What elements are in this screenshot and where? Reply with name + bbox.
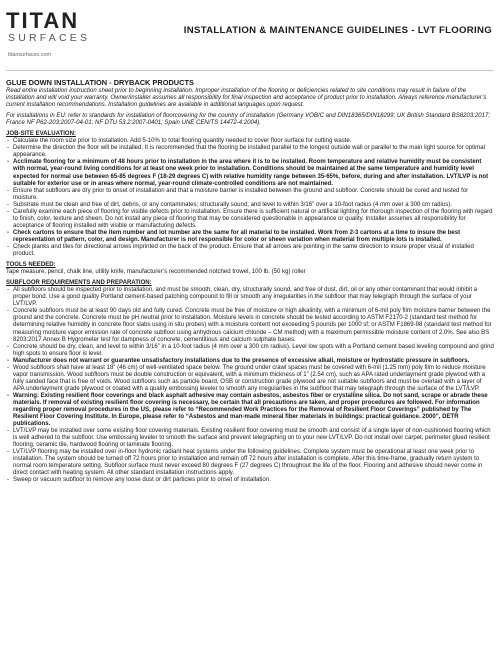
tools-list-text: Tape measure, pencil, chalk line, utility knife, manufacturer’s recommended notched trowel, 100 lb. (50 kg) roller — [6, 269, 306, 276]
section-heading: TOOLS NEEDED: — [6, 262, 56, 269]
section-tools — [6, 262, 494, 276]
list-item: - Sweep or vacuum subfloor to remove any loose dust or dirt particles prior to onset of installation. — [6, 477, 494, 484]
section-job-site — [6, 131, 494, 258]
bullet-list — [6, 138, 494, 258]
bullet-list — [6, 287, 494, 484]
list-item: - Determine the direction the floor will be installed. It is recommended that the flooring be installed parallel to the longest outside wall or parallel to the main light source for optimal appearance. — [6, 145, 494, 159]
list-item: - Concrete subfloors must be at least 90 days old and fully cured. Concrete must be free of moisture or high alkalinity, with a minimum of 6-mil poly film moisture barrier between the ground and the concrete. Concrete must be pH neutral prior to installation. Moisture levels in concrete should be tested according to ASTM F2170-2 (standard test method for determining relative humidity in concrete floor slabs using in situ probes) with a moisture content not exceeding 5 pounds per 1000 sf; or ASTM F1869-98 (standard test method for measuring moisture vapor emission rate of concrete subfloor using anhydrous calcium chloride – CM method) with a maximum permissible moisture content of 2.0%. See also BS 8203:2017 Annex B Hygrometer test for dampness of concrete, cementitious and calcium sulphate bases. — [6, 308, 494, 343]
document-title: INSTALLATION & MAINTENANCE GUIDELINES - LVT FLOORING — [183, 25, 492, 36]
section-subfloor — [6, 280, 494, 484]
list-item: - LVT/LVP flooring may be installed over in-floor hydronic radiant heat systems under the following guidelines. Complete system must be operational at least one week prior to installation. The system should be turned off 72 hours prior to installation and remain off 72 hours after installation is complete. After this time-frame, gradually return system to normal room temperature setting. Subfloor surface must never exceed 80 degrees F (27 degrees C) throughout the life of the floor. Flooring and adhesive should never come in direct contact with heating system. All other standard installation instructions apply. — [6, 449, 494, 477]
list-item: - Substrate must be clean and free of dirt, debris, or any contaminates; structurally sound; and level to within 3/16” over a 10-foot radius (4 mm over a 300 cm radius). — [6, 202, 494, 209]
list-item: - Check planks and tiles for directional arrows imprinted on the back of the product. Ensure that all arrows are pointing in the same direction to insure proper visual of installed product. — [6, 244, 494, 258]
section-heading: JOB-SITE EVALUATION: — [6, 131, 76, 138]
logo-wordmark-surfaces: SURFACES — [8, 32, 91, 44]
list-item: - Acclimate flooring for a minimum of 48 hours prior to installation in the area where it is to be installed. Room temperature and relative humidity must be consistent with normal, year-round living conditions for at least one week prior to installation. Conditions should be maintained at the same temperature and humidity level expected for normal use between 65-85 degrees F (18-29 degrees C) with relative humidity range between 35-65%, before, during and after installation. LVT/LVP is not suitable for exterior use or in areas where normal, year-round climate-controlled conditions are not maintained. — [6, 159, 494, 187]
list-item: - Manufacturer does not warrant or guarantee unsatisfactory installations due to the presence of excessive alkali, moisture or hydrostatic pressure in subfloors. — [6, 358, 494, 365]
list-item: - LVT/LVP may be installed over some existing floor covering materials. Existing resilient floor covering must be smooth and consist of a single layer of non-cushioned flooring which is well adhered to the subfloor. Use embossing leveler to smooth the surface and prevent telegraphing on to your new LVT/LVP. Do not install over carpet, perimeter glued resilient flooring, ceramic tile, hardwood flooring or laminate flooring. — [6, 428, 494, 449]
list-item: - Ensure that subfloors are dry prior to onset of installation and that a moisture barrier is installed between the ground and subfloor. Concrete should be cured and tested for moisture. — [6, 188, 494, 202]
list-item: - Carefully examine each piece of flooring for visible defects prior to installation. Ensure there is sufficient natural or artificial lighting for thorough inspection of the flooring with regard to finish, color, texture and sheen. Do not install any piece of flooring that may be considered questionable in appearance or quality. Installer assumes all responsibility for acceptance of flooring installed with visible or manufacturing defects. — [6, 209, 494, 230]
logo-url: titansurfaces.com — [8, 52, 52, 58]
list-item: - All subfloors should be inspected prior to installation, and must be smooth, clean, dry, structurally sound, and free of dust, dirt, oil or any other contaminant that would inhibit a proper bond. Use a good quality Portland cement-based patching compound to fill or smooth any irregularities in the subfloor that may telegraph through the surface of your LVT/LVP. — [6, 287, 494, 308]
list-item: - Wood subfloors shall have at least 18” (46 cm) of well-ventilated space below. The ground under crawl spaces must be covered with 6-mil (1.25 mm) poly film to reduce moisture vapor transmission. Wood subfloors must be double construction or equivalent, with a minimum thickness of 1” (2.54 cm), such as APA rated underlayment grade plywood with a fully sanded face that is free of voids. Wood subfloors such as particle board, OSB or construction grade plywood are not suitable subfloors and must be overlaid with a layer of APA underlayment grade plywood or coated with a quality embossing leveler to smooth any irregularities in the subfloor that may telegraph through the surface of the LVT/LVP. — [6, 365, 494, 393]
section-heading: SUBFLOOR REQUIREMENTS AND PREPARATION: — [6, 280, 152, 287]
list-item: - Check cartons to ensure that the item number and lot number are the same for all material to be installed. Work from 2-3 cartons at a time to insure the best representation of pattern, color, and design. Manufacturer is not responsible for color or sheen variation when material from multiple lots is installed. — [6, 230, 494, 244]
main-title: GLUE DOWN INSTALLATION - DRYBACK PRODUCTS — [6, 78, 194, 87]
header-divider — [6, 70, 494, 71]
page-header — [6, 6, 494, 60]
list-item: - Warning: Existing resilient floor coverings and black asphalt adhesive may contain asbestos, asbestos fiber or crystalline silica. Do not sand, scrape or abrade these materials. If removal of existing resilient floor covering is necessary, be certain that all precautions are taken, and proper procedures are followed. For information regarding proper removal procedures in the US, please refer to “Recommended Work Practices for the Removal of Resilient Floor Coverings” published by The Resilient Floor Covering Institute. In Europe, please refer to “Asbestos and man-made mineral fiber materials in buildings: practical guidance. 2000”, DETR publications. — [6, 393, 494, 428]
logo-wordmark-titan: TITAN — [6, 8, 80, 33]
document-body — [6, 78, 494, 489]
list-item: - Concrete should be dry, clean, and level to within 3/16” in a 10-foot radius (4 mm over a 300 cm radius). Level low spots with a Portland cement based leveling compound and grind high spots to ensure floor is level. — [6, 344, 494, 358]
intro-paragraph: Read entire installation instruction sheet prior to beginning installation. Improper installation of the flooring or deficiencies related to site conditions may result in failure of the installation and will void your warranty. Owner/installer assumes all responsibility for final inspection and acceptance of product prior to installation. Always reference manufacturer’s current installation recommendations. Installation guidelines are available in additional languages upon request. — [6, 88, 487, 109]
titan-surfaces-logo — [6, 10, 126, 58]
eu-standards-paragraph: For installations in EU: refer to standards for installation of floorcovering for the country of installation (Germany VOB/C and DIN18365/DIN18299; UK British Standard BS8203:2017; France NF P62-203:2007-04-01; NF DTU 53.2:2007-0401; Spain UNE CEN/TS 14472-4:2004). — [6, 113, 490, 127]
list-item: - Calculate the room size prior to installation. Add 5-10% to total flooring quantity needed to cover floor surface for cutting waste. — [6, 138, 494, 145]
